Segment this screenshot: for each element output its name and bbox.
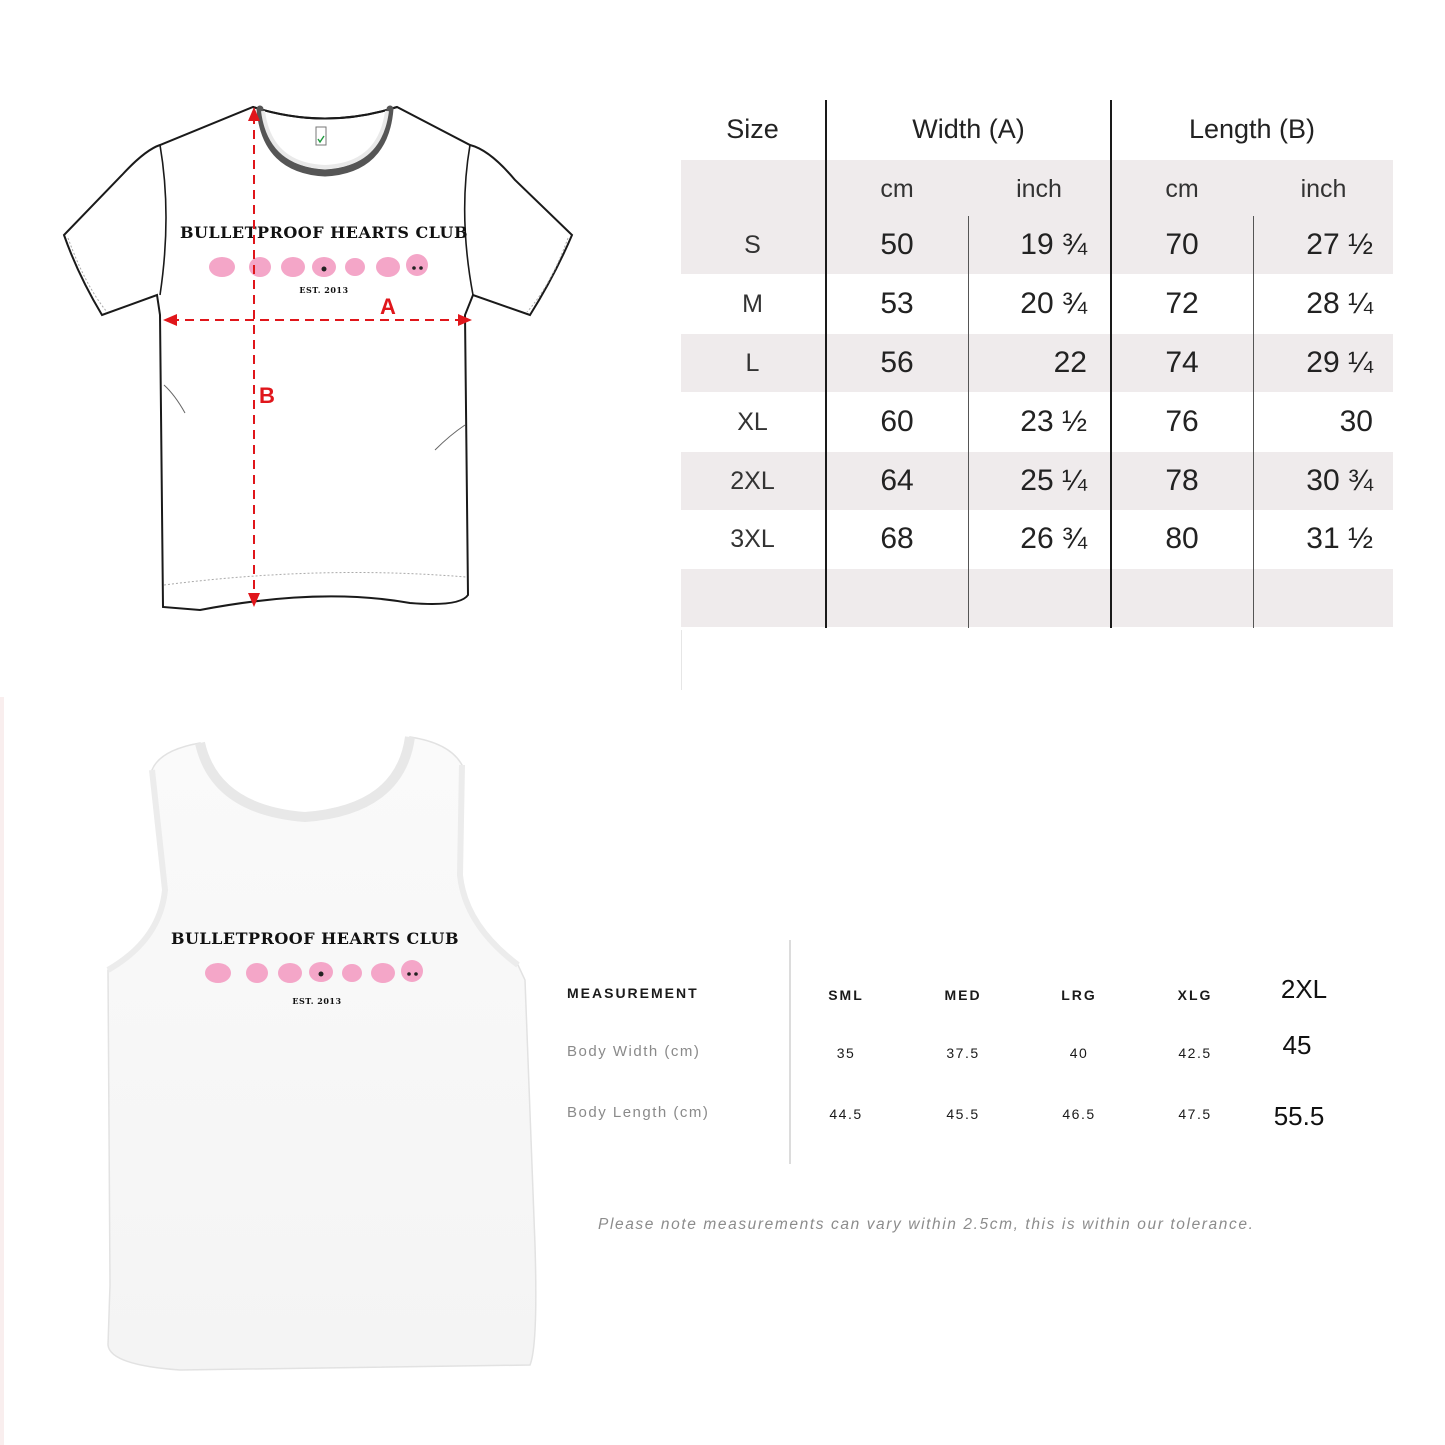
width-inch-header: inch: [1016, 174, 1062, 203]
length-header: Length (B): [1188, 113, 1316, 144]
width-inch-cell: 26 ¾: [1020, 522, 1087, 555]
table-row: [681, 452, 1393, 510]
width-cm-cell: 53: [880, 287, 914, 320]
dimension-b-label: B: [259, 383, 275, 408]
width-inch-cell: 20 ¾: [1020, 287, 1087, 320]
size-cell: XL: [737, 407, 768, 436]
value-cell: 44.5: [829, 1106, 863, 1122]
length-cm-cell: 74: [1165, 346, 1199, 379]
length-cm-cell: 76: [1165, 405, 1199, 438]
value-cell: 45: [1282, 1030, 1312, 1060]
length-inch-cell: 27 ½: [1306, 228, 1373, 261]
width-cm-cell: 56: [880, 346, 914, 379]
column-divider: [968, 216, 969, 628]
dimension-a-label: A: [380, 294, 396, 319]
length-cm-cell: 70: [1165, 228, 1199, 261]
tank-size-table: [560, 940, 1360, 1170]
width-inch-cell: 25 ¼: [1020, 464, 1087, 497]
width-cm-cell: 64: [880, 464, 914, 497]
measurement-header: MEASUREMENT: [567, 985, 699, 1001]
length-inch-cell: 30 ¾: [1306, 464, 1373, 497]
edge-strip: [0, 697, 4, 1445]
tank-brand-text: BULLETPROOF HEARTS CLUB: [170, 929, 460, 948]
row-label: Body Length (cm): [567, 1104, 710, 1121]
length-inch-cell: 30: [1339, 405, 1373, 438]
size-header-med: MED: [944, 987, 982, 1003]
length-cm-cell: 78: [1165, 464, 1199, 497]
width-inch-cell: 23 ½: [1020, 405, 1087, 438]
length-inch-cell: 29 ¼: [1306, 346, 1373, 379]
tank-est-text: EST. 2013: [292, 996, 342, 1006]
size-cell: M: [742, 289, 763, 318]
value-cell: 45.5: [946, 1106, 980, 1122]
table-row: [681, 275, 1393, 333]
tee-brand-text: BULLETPROOF HEARTS CLUB: [179, 223, 469, 242]
table-header-row: [681, 100, 1393, 158]
table-row: [681, 510, 1393, 568]
width-cm-cell: 50: [880, 228, 914, 261]
width-cm-cell: 60: [880, 405, 914, 438]
length-inch-cell: 28 ¼: [1306, 287, 1373, 320]
divider: [681, 630, 682, 690]
width-header: Width (A): [912, 113, 1025, 144]
value-cell: 37.5: [946, 1045, 980, 1061]
length-cm-cell: 80: [1165, 522, 1199, 555]
length-cm-header: cm: [1165, 174, 1199, 203]
size-cell: 2XL: [730, 466, 775, 495]
table-empty-row: [681, 569, 1393, 627]
tshirt-outline-icon: [60, 95, 590, 620]
width-inch-cell: 22: [1053, 346, 1087, 379]
width-inch-cell: 19 ¾: [1020, 228, 1087, 261]
tee-size-table: [681, 100, 1393, 690]
table-row: [681, 216, 1393, 274]
column-divider: [825, 100, 827, 628]
size-header-xlg: XLG: [1177, 987, 1213, 1003]
size-header-sml: SML: [828, 987, 864, 1003]
tank-top-photo: [100, 725, 550, 1375]
width-cm-header: cm: [880, 174, 914, 203]
column-divider: [1253, 216, 1254, 628]
width-cm-cell: 68: [880, 522, 914, 555]
value-cell: 40: [1069, 1045, 1089, 1061]
size-header-lrg: LRG: [1061, 987, 1097, 1003]
size-cell: L: [745, 348, 760, 377]
length-inch-cell: 31 ½: [1306, 522, 1373, 555]
row-label: Body Width (cm): [567, 1043, 701, 1060]
value-cell: 46.5: [1062, 1106, 1096, 1122]
size-cell: S: [744, 230, 761, 259]
table-row: [681, 334, 1393, 392]
tank-top-icon: [100, 725, 550, 1375]
column-divider: [1110, 100, 1112, 628]
table-unit-row: [681, 160, 1393, 218]
value-cell: 42.5: [1178, 1045, 1212, 1061]
tee-est-text: EST. 2013: [299, 285, 349, 295]
value-cell: 35: [836, 1045, 856, 1061]
tshirt-diagram: [60, 95, 590, 620]
size-header: Size: [726, 113, 779, 144]
size-header-2xl: 2XL: [1280, 974, 1328, 1004]
value-cell: 55.5: [1273, 1101, 1325, 1131]
value-cell: 47.5: [1178, 1106, 1212, 1122]
column-divider: [789, 940, 791, 1164]
size-cell: 3XL: [730, 524, 775, 553]
length-cm-cell: 72: [1165, 287, 1199, 320]
length-inch-header: inch: [1300, 174, 1347, 203]
table-row: [681, 393, 1393, 451]
tolerance-note: Please note measurements can vary within 2.5cm, this is within our tolerance.: [598, 1216, 1255, 1233]
